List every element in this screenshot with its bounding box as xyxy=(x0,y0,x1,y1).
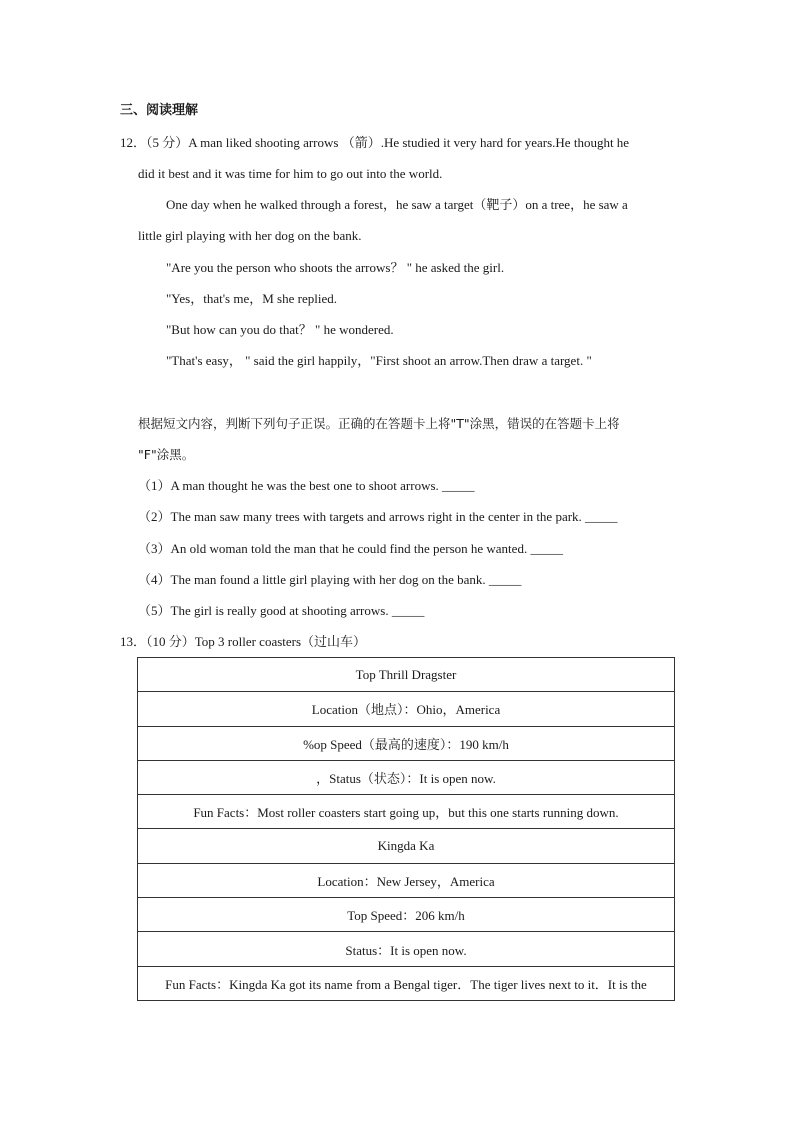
table-row: Location：New Jersey，America xyxy=(137,864,675,898)
table-row: Top Speed：206 km/h xyxy=(137,898,675,932)
statement-1: （1）A man thought he was the best one to shoot arrows. _____ xyxy=(138,478,475,493)
statement-2: （2）The man saw many trees with targets and arrows right in the center in the park. _____ xyxy=(138,509,618,524)
roller-coaster-table xyxy=(137,657,675,1001)
table-row: Fun Facts：Kingda Ka got its name from a Bengal tiger．The tiger lives next to it．It is the xyxy=(137,967,675,1001)
passage-line: "That's easy， " said the girl happily，"First shoot an arrow.Then draw a target. " xyxy=(166,353,592,368)
instruction-line-1: 根据短文内容，判断下列句子正误。正确的在答题卡上将"T"涂黑，错误的在答题卡上将 xyxy=(138,416,620,431)
passage-line: little girl playing with her dog on the bank. xyxy=(138,228,362,243)
passage-line: "But how can you do that？ " he wondered. xyxy=(166,322,394,337)
statement-4: （4）The man found a little girl playing with her dog on the bank. _____ xyxy=(138,572,522,587)
statement-3: （3）An old woman told the man that he could find the person he wanted. _____ xyxy=(138,541,563,556)
statement-5: （5）The girl is really good at shooting arrows. _____ xyxy=(138,603,425,618)
q12-question-line-1: 12．（5 分）A man liked shooting arrows （箭）.He studied it very hard for years.He thought he xyxy=(120,135,630,150)
table-row: Kingda Ka xyxy=(137,829,675,863)
table-row: Status：It is open now. xyxy=(137,932,675,966)
instruction-line-2: "F"涂黑。 xyxy=(138,447,195,462)
table-row: Top Thrill Dragster xyxy=(137,658,675,692)
passage-line: One day when he walked through a forest，he saw a target（靶子）on a tree，he saw a xyxy=(166,197,628,212)
passage-line: "Are you the person who shoots the arrows？ " he asked the girl. xyxy=(166,260,505,275)
q13-heading: 13．（10 分）Top 3 roller coasters（过山车） xyxy=(120,634,367,649)
q12-question-line-2: did it best and it was time for him to go out into the world. xyxy=(138,166,443,181)
table-row: Fun Facts：Most roller coasters start going up，but this one starts running down. xyxy=(137,795,675,829)
section-title: 三、阅读理解 xyxy=(120,103,199,118)
passage-line: "Yes，that's me，M she replied. xyxy=(166,291,337,306)
table-row: ，Status（状态）：It is open now. xyxy=(137,761,675,795)
table-row: %op Speed（最高的速度）：190 km/h xyxy=(137,727,675,761)
table-row: Location（地点）：Ohio，America xyxy=(137,692,675,726)
